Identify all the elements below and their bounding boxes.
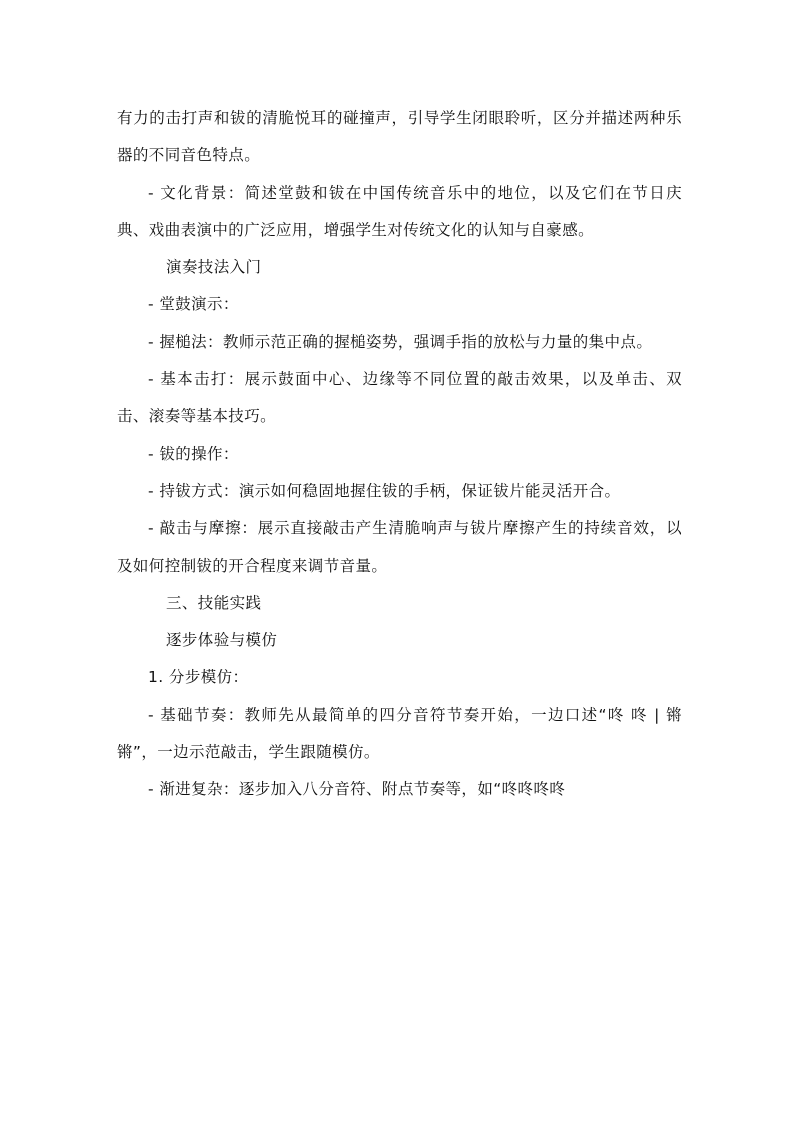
paragraph-grip-method: - 握槌法：教师示范正确的握槌姿势，强调手指的放松与力量的集中点。 <box>148 332 653 351</box>
paragraph-step-imitation: 1. 分步模仿： <box>148 668 249 687</box>
section-heading-step-by-step: 逐步体验与模仿 <box>166 631 278 650</box>
paragraph-drum-demo: - 堂鼓演示： <box>148 295 239 314</box>
paragraph-strike-and-friction: - 敲击与摩擦：展示直接敲击产生清脆响声与钹片摩擦产生的持续音效，以及如何控制钹的开合程度来调节音量。 <box>117 519 682 575</box>
section-heading-technique-intro: 演奏技法入门 <box>166 258 262 277</box>
document-body <box>117 100 682 809</box>
paragraph-cymbal-operation: - 钹的操作： <box>148 444 239 463</box>
paragraph-cymbal-holding: - 持钹方式：演示如何稳固地握住钹的手柄，保证钹片能灵活开合。 <box>148 481 621 500</box>
paragraph-basic-strike: - 基本击打：展示鼓面中心、边缘等不同位置的敲击效果，以及单击、双击、滚奏等基本技巧。 <box>117 370 682 426</box>
paragraph-basic-rhythm: - 基础节奏：教师先从最简单的四分音符节奏开始，一边口述“咚 咚 | 锵 锵”，一边示范敲击，学生跟随模仿。 <box>117 705 682 762</box>
paragraph-cultural-background: - 文化背景：简述堂鼓和钹在中国传统音乐中的地位，以及它们在节日庆典、戏曲表演中的广泛应用，增强学生对传统文化的认知与自豪感。 <box>117 183 682 239</box>
paragraph-progressive-complexity: - 渐进复杂：逐步加入八分音符、附点节奏等，如“咚咚咚咚 <box>148 780 566 799</box>
paragraph-timbre-listening: 有力的击打声和钹的清脆悦耳的碰撞声，引导学生闭眼聆听，区分并描述两种乐器的不同音色特点。 <box>117 109 682 165</box>
section-heading-skill-practice: 三、技能实践 <box>166 593 262 612</box>
